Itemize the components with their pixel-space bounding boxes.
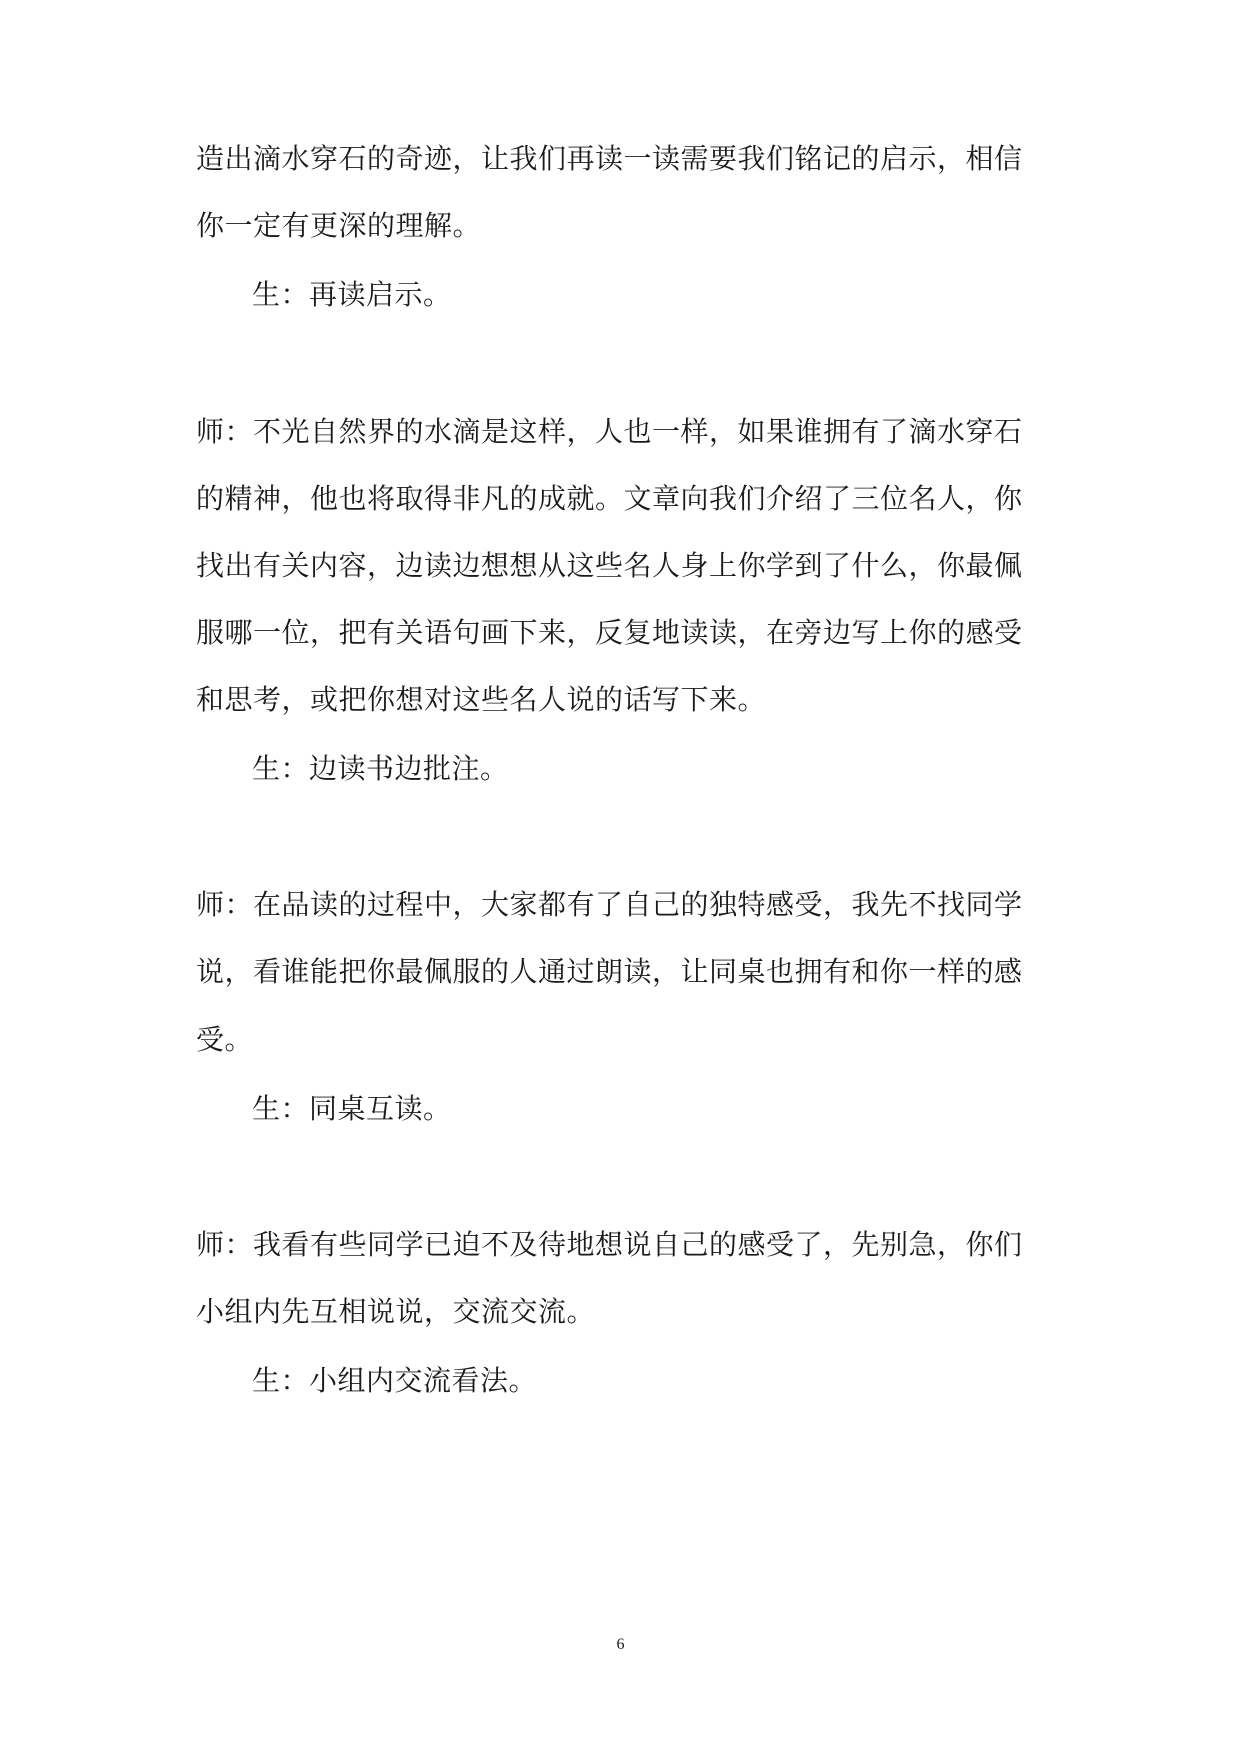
text-line: 和思考，或把你想对这些名人说的话写下来。 <box>196 683 767 716</box>
student-line: 生：同桌互读。 <box>252 1092 452 1125</box>
student-line: 生：边读书边批注。 <box>252 752 509 785</box>
student-line: 生：小组内交流看法。 <box>252 1364 538 1397</box>
text-line: 受。 <box>196 1023 254 1056</box>
text-line: 小组内先互相说说，交流交流。 <box>196 1295 596 1328</box>
text-line: 你一定有更深的理解。 <box>196 209 482 242</box>
text-line: 说，看谁能把你最佩服的人通过朗读，让同桌也拥有和你一样的感 <box>196 955 1023 988</box>
teacher-line: 师：我看有些同学已迫不及待地想说自己的感受了，先别急，你们 <box>196 1228 1023 1261</box>
text-line: 造出滴水穿石的奇迹，让我们再读一读需要我们铭记的启示，相信 <box>196 142 1023 175</box>
text-line: 的精神，他也将取得非凡的成就。文章向我们介绍了三位名人，你 <box>196 482 1023 515</box>
text-line: 服哪一位，把有关语句画下来，反复地读读，在旁边写上你的感受 <box>196 616 1023 649</box>
page-number: 6 <box>616 1636 625 1653</box>
text-line: 找出有关内容，边读边想想从这些名人身上你学到了什么，你最佩 <box>196 549 1023 582</box>
student-line: 生：再读启示。 <box>252 278 452 311</box>
teacher-line: 师：在品读的过程中，大家都有了自己的独特感受，我先不找同学 <box>196 888 1023 921</box>
teacher-line: 师：不光自然界的水滴是这样，人也一样，如果谁拥有了滴水穿石 <box>196 415 1023 448</box>
